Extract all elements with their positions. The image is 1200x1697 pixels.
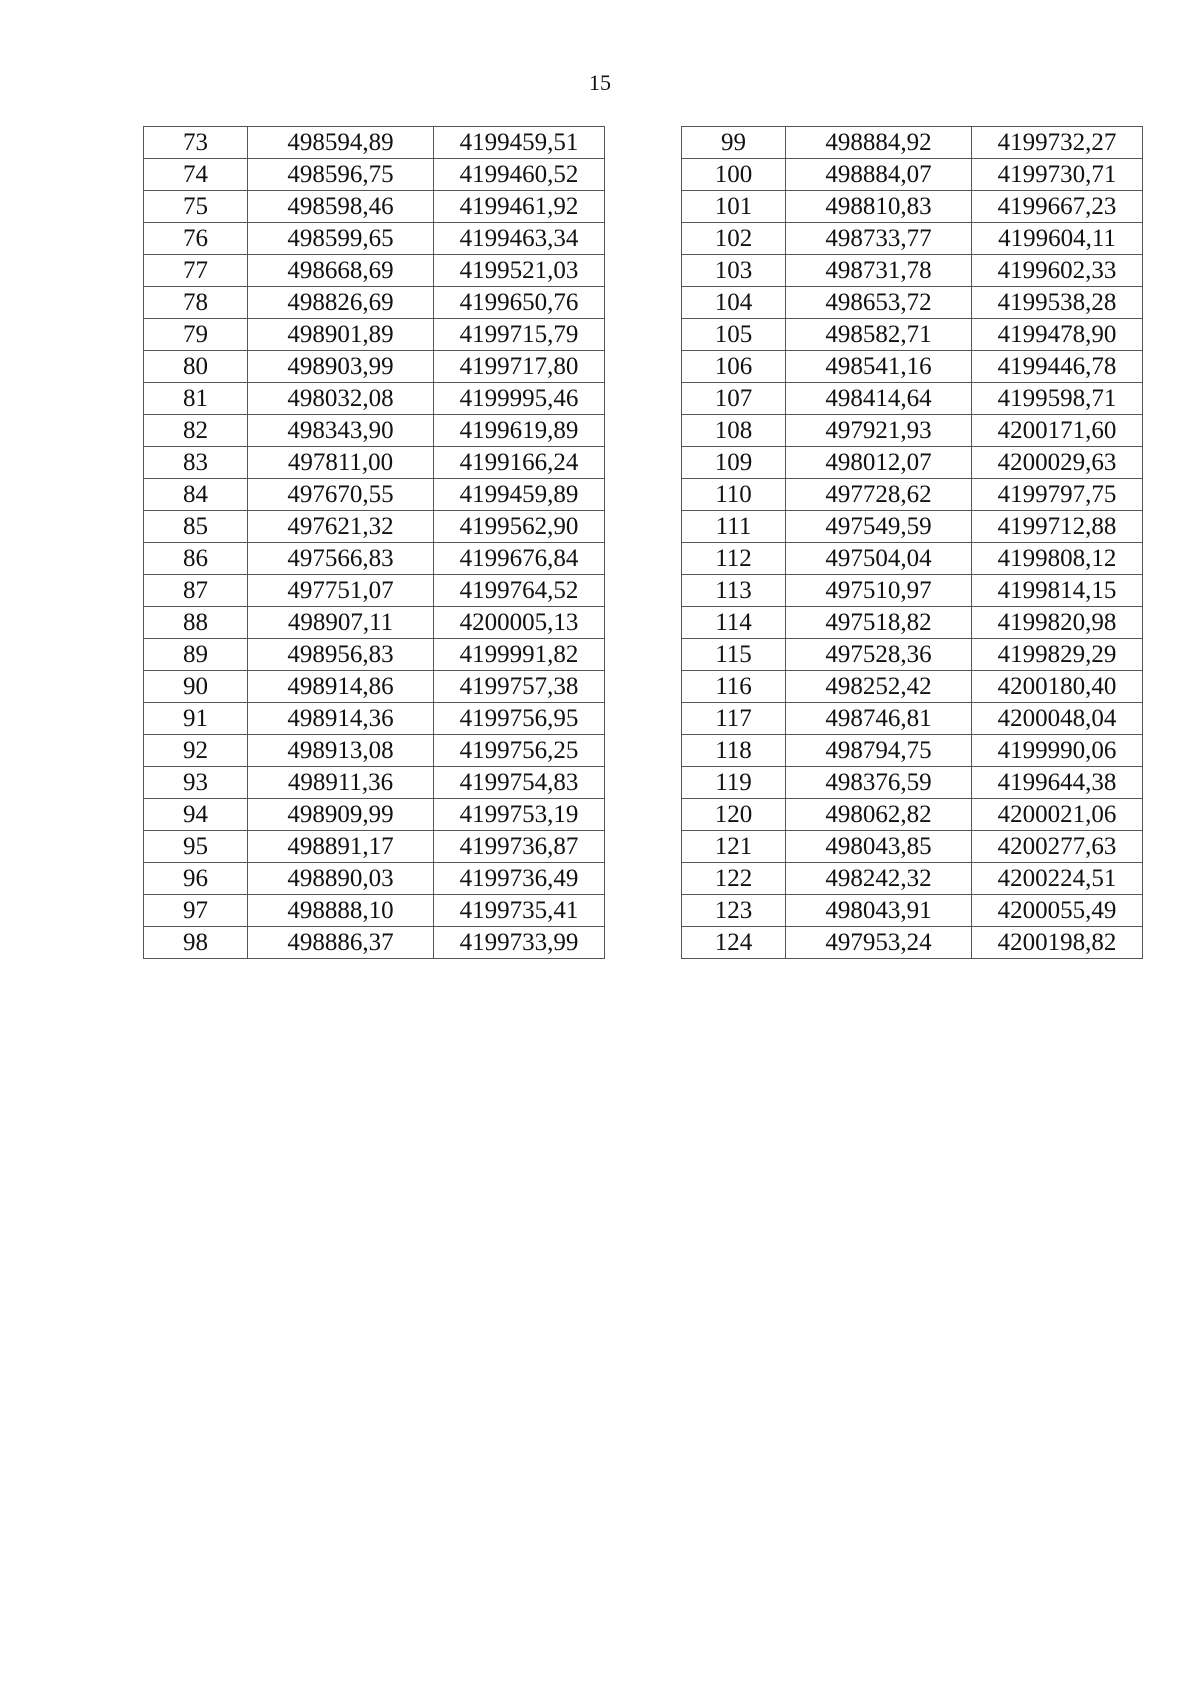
table-row: [682, 223, 1143, 255]
table-row: [682, 255, 1143, 287]
x-coordinate-cell: 498668,69: [248, 255, 434, 287]
point-number-cell: 122: [682, 863, 786, 895]
table-row: [682, 127, 1143, 159]
x-coordinate-cell: 497811,00: [248, 447, 434, 479]
point-number-cell: 100: [682, 159, 786, 191]
point-number-cell: 90: [144, 671, 248, 703]
point-number-cell: 120: [682, 799, 786, 831]
table-row: [144, 735, 605, 767]
y-coordinate-cell: 4199733,99: [434, 927, 605, 959]
point-number-cell: 108: [682, 415, 786, 447]
x-coordinate-cell: 498582,71: [786, 319, 972, 351]
y-coordinate-cell: 4199820,98: [972, 607, 1143, 639]
x-coordinate-cell: 498913,08: [248, 735, 434, 767]
y-coordinate-cell: 4199598,71: [972, 383, 1143, 415]
point-number-cell: 83: [144, 447, 248, 479]
table-row: [144, 127, 605, 159]
x-coordinate-cell: 498596,75: [248, 159, 434, 191]
table-row: [682, 671, 1143, 703]
x-coordinate-cell: 497504,04: [786, 543, 972, 575]
table-row: [144, 543, 605, 575]
y-coordinate-cell: 4199650,76: [434, 287, 605, 319]
point-number-cell: 74: [144, 159, 248, 191]
y-coordinate-cell: 4199732,27: [972, 127, 1143, 159]
point-number-cell: 87: [144, 575, 248, 607]
y-coordinate-cell: 4199459,51: [434, 127, 605, 159]
point-number-cell: 109: [682, 447, 786, 479]
table-row: [682, 799, 1143, 831]
table-row: [682, 703, 1143, 735]
table-row: [144, 159, 605, 191]
table-row: [682, 767, 1143, 799]
y-coordinate-cell: 4200171,60: [972, 415, 1143, 447]
y-coordinate-cell: 4199538,28: [972, 287, 1143, 319]
point-number-cell: 114: [682, 607, 786, 639]
x-coordinate-cell: 498599,65: [248, 223, 434, 255]
y-coordinate-cell: 4199478,90: [972, 319, 1143, 351]
y-coordinate-cell: 4199712,88: [972, 511, 1143, 543]
table-row: [682, 415, 1143, 447]
x-coordinate-cell: 498886,37: [248, 927, 434, 959]
x-coordinate-cell: 498594,89: [248, 127, 434, 159]
table-row: [144, 191, 605, 223]
point-number-cell: 80: [144, 351, 248, 383]
point-number-cell: 78: [144, 287, 248, 319]
point-number-cell: 112: [682, 543, 786, 575]
x-coordinate-cell: 498914,86: [248, 671, 434, 703]
point-number-cell: 95: [144, 831, 248, 863]
y-coordinate-cell: 4199459,89: [434, 479, 605, 511]
table-row: [144, 607, 605, 639]
point-number-cell: 123: [682, 895, 786, 927]
y-coordinate-cell: 4200055,49: [972, 895, 1143, 927]
y-coordinate-cell: 4199463,34: [434, 223, 605, 255]
y-coordinate-cell: 4199829,29: [972, 639, 1143, 671]
point-number-cell: 99: [682, 127, 786, 159]
y-coordinate-cell: 4199736,87: [434, 831, 605, 863]
y-coordinate-cell: 4199644,38: [972, 767, 1143, 799]
point-number-cell: 101: [682, 191, 786, 223]
x-coordinate-cell: 498062,82: [786, 799, 972, 831]
y-coordinate-cell: 4199764,52: [434, 575, 605, 607]
x-coordinate-cell: 498901,89: [248, 319, 434, 351]
table-row: [682, 479, 1143, 511]
point-number-cell: 76: [144, 223, 248, 255]
table-row: [144, 575, 605, 607]
y-coordinate-cell: 4199461,92: [434, 191, 605, 223]
y-coordinate-cell: 4199446,78: [972, 351, 1143, 383]
x-coordinate-cell: 497566,83: [248, 543, 434, 575]
x-coordinate-cell: 498043,91: [786, 895, 972, 927]
table-row: [144, 511, 605, 543]
point-number-cell: 107: [682, 383, 786, 415]
table-row: [144, 415, 605, 447]
x-coordinate-cell: 498826,69: [248, 287, 434, 319]
x-coordinate-cell: 498541,16: [786, 351, 972, 383]
point-number-cell: 98: [144, 927, 248, 959]
x-coordinate-cell: 498012,07: [786, 447, 972, 479]
x-coordinate-cell: 498884,92: [786, 127, 972, 159]
table-row: [682, 575, 1143, 607]
point-number-cell: 124: [682, 927, 786, 959]
x-coordinate-cell: 497921,93: [786, 415, 972, 447]
y-coordinate-cell: 4199753,19: [434, 799, 605, 831]
y-coordinate-cell: 4199521,03: [434, 255, 605, 287]
y-coordinate-cell: 4199756,95: [434, 703, 605, 735]
table-row: [144, 831, 605, 863]
point-number-cell: 86: [144, 543, 248, 575]
table-row: [144, 351, 605, 383]
point-number-cell: 118: [682, 735, 786, 767]
x-coordinate-cell: 497670,55: [248, 479, 434, 511]
point-number-cell: 102: [682, 223, 786, 255]
x-coordinate-cell: 498733,77: [786, 223, 972, 255]
y-coordinate-cell: 4199460,52: [434, 159, 605, 191]
table-row: [144, 255, 605, 287]
x-coordinate-cell: 497751,07: [248, 575, 434, 607]
y-coordinate-cell: 4200198,82: [972, 927, 1143, 959]
x-coordinate-cell: 498242,32: [786, 863, 972, 895]
y-coordinate-cell: 4199756,25: [434, 735, 605, 767]
point-number-cell: 111: [682, 511, 786, 543]
x-coordinate-cell: 498914,36: [248, 703, 434, 735]
coordinates-table-left: [143, 126, 605, 959]
y-coordinate-cell: 4199991,82: [434, 639, 605, 671]
x-coordinate-cell: 498907,11: [248, 607, 434, 639]
point-number-cell: 75: [144, 191, 248, 223]
table-row: [144, 895, 605, 927]
x-coordinate-cell: 498032,08: [248, 383, 434, 415]
table-row: [144, 383, 605, 415]
y-coordinate-cell: 4199562,90: [434, 511, 605, 543]
table-row: [682, 831, 1143, 863]
table-row: [682, 863, 1143, 895]
x-coordinate-cell: 498909,99: [248, 799, 434, 831]
y-coordinate-cell: 4199604,11: [972, 223, 1143, 255]
table-row: [682, 159, 1143, 191]
point-number-cell: 110: [682, 479, 786, 511]
x-coordinate-cell: 498956,83: [248, 639, 434, 671]
table-row: [682, 287, 1143, 319]
point-number-cell: 94: [144, 799, 248, 831]
point-number-cell: 106: [682, 351, 786, 383]
x-coordinate-cell: 497728,62: [786, 479, 972, 511]
point-number-cell: 97: [144, 895, 248, 927]
table-row: [144, 767, 605, 799]
x-coordinate-cell: 498794,75: [786, 735, 972, 767]
table-row: [144, 671, 605, 703]
point-number-cell: 79: [144, 319, 248, 351]
y-coordinate-cell: 4199667,23: [972, 191, 1143, 223]
y-coordinate-cell: 4199736,49: [434, 863, 605, 895]
x-coordinate-cell: 498343,90: [248, 415, 434, 447]
y-coordinate-cell: 4199735,41: [434, 895, 605, 927]
table-row: [682, 639, 1143, 671]
x-coordinate-cell: 498903,99: [248, 351, 434, 383]
y-coordinate-cell: 4199757,38: [434, 671, 605, 703]
y-coordinate-cell: 4199797,75: [972, 479, 1143, 511]
point-number-cell: 113: [682, 575, 786, 607]
x-coordinate-cell: 498252,42: [786, 671, 972, 703]
y-coordinate-cell: 4199166,24: [434, 447, 605, 479]
x-coordinate-cell: 498376,59: [786, 767, 972, 799]
x-coordinate-cell: 498890,03: [248, 863, 434, 895]
table-row: [144, 479, 605, 511]
point-number-cell: 103: [682, 255, 786, 287]
point-number-cell: 115: [682, 639, 786, 671]
x-coordinate-cell: 498414,64: [786, 383, 972, 415]
table-row: [144, 799, 605, 831]
point-number-cell: 93: [144, 767, 248, 799]
table-row: [682, 607, 1143, 639]
y-coordinate-cell: 4199814,15: [972, 575, 1143, 607]
x-coordinate-cell: 498653,72: [786, 287, 972, 319]
point-number-cell: 91: [144, 703, 248, 735]
point-number-cell: 104: [682, 287, 786, 319]
y-coordinate-cell: 4200029,63: [972, 447, 1143, 479]
table-row: [144, 927, 605, 959]
y-coordinate-cell: 4199602,33: [972, 255, 1143, 287]
x-coordinate-cell: 498911,36: [248, 767, 434, 799]
x-coordinate-cell: 497518,82: [786, 607, 972, 639]
x-coordinate-cell: 497953,24: [786, 927, 972, 959]
table-row: [144, 319, 605, 351]
y-coordinate-cell: 4200277,63: [972, 831, 1143, 863]
table-row: [682, 511, 1143, 543]
x-coordinate-cell: 497528,36: [786, 639, 972, 671]
point-number-cell: 89: [144, 639, 248, 671]
x-coordinate-cell: 498810,83: [786, 191, 972, 223]
table-row: [682, 319, 1143, 351]
x-coordinate-cell: 498746,81: [786, 703, 972, 735]
table-row: [144, 703, 605, 735]
point-number-cell: 85: [144, 511, 248, 543]
y-coordinate-cell: 4199715,79: [434, 319, 605, 351]
point-number-cell: 73: [144, 127, 248, 159]
table-row: [682, 383, 1143, 415]
y-coordinate-cell: 4199717,80: [434, 351, 605, 383]
x-coordinate-cell: 498884,07: [786, 159, 972, 191]
point-number-cell: 82: [144, 415, 248, 447]
x-coordinate-cell: 498891,17: [248, 831, 434, 863]
x-coordinate-cell: 497621,32: [248, 511, 434, 543]
point-number-cell: 119: [682, 767, 786, 799]
point-number-cell: 96: [144, 863, 248, 895]
y-coordinate-cell: 4199995,46: [434, 383, 605, 415]
point-number-cell: 105: [682, 319, 786, 351]
x-coordinate-cell: 498731,78: [786, 255, 972, 287]
point-number-cell: 77: [144, 255, 248, 287]
table-row: [144, 447, 605, 479]
point-number-cell: 121: [682, 831, 786, 863]
y-coordinate-cell: 4199730,71: [972, 159, 1143, 191]
table-row: [682, 735, 1143, 767]
x-coordinate-cell: 497510,97: [786, 575, 972, 607]
y-coordinate-cell: 4200005,13: [434, 607, 605, 639]
table-row: [144, 287, 605, 319]
table-row: [144, 639, 605, 671]
x-coordinate-cell: 497549,59: [786, 511, 972, 543]
x-coordinate-cell: 498598,46: [248, 191, 434, 223]
table-row: [682, 191, 1143, 223]
y-coordinate-cell: 4200180,40: [972, 671, 1143, 703]
point-number-cell: 81: [144, 383, 248, 415]
point-number-cell: 84: [144, 479, 248, 511]
y-coordinate-cell: 4199990,06: [972, 735, 1143, 767]
y-coordinate-cell: 4199808,12: [972, 543, 1143, 575]
y-coordinate-cell: 4199619,89: [434, 415, 605, 447]
y-coordinate-cell: 4199676,84: [434, 543, 605, 575]
table-row: [682, 447, 1143, 479]
table-row: [682, 351, 1143, 383]
point-number-cell: 116: [682, 671, 786, 703]
point-number-cell: 92: [144, 735, 248, 767]
table-row: [144, 223, 605, 255]
table-row: [682, 543, 1143, 575]
y-coordinate-cell: 4199754,83: [434, 767, 605, 799]
point-number-cell: 88: [144, 607, 248, 639]
table-row: [144, 863, 605, 895]
page-number: 15: [589, 70, 611, 95]
point-number-cell: 117: [682, 703, 786, 735]
x-coordinate-cell: 498888,10: [248, 895, 434, 927]
table-row: [682, 895, 1143, 927]
table-row: [682, 927, 1143, 959]
y-coordinate-cell: 4200021,06: [972, 799, 1143, 831]
y-coordinate-cell: 4200224,51: [972, 863, 1143, 895]
x-coordinate-cell: 498043,85: [786, 831, 972, 863]
y-coordinate-cell: 4200048,04: [972, 703, 1143, 735]
coordinates-table-right: [681, 126, 1143, 959]
